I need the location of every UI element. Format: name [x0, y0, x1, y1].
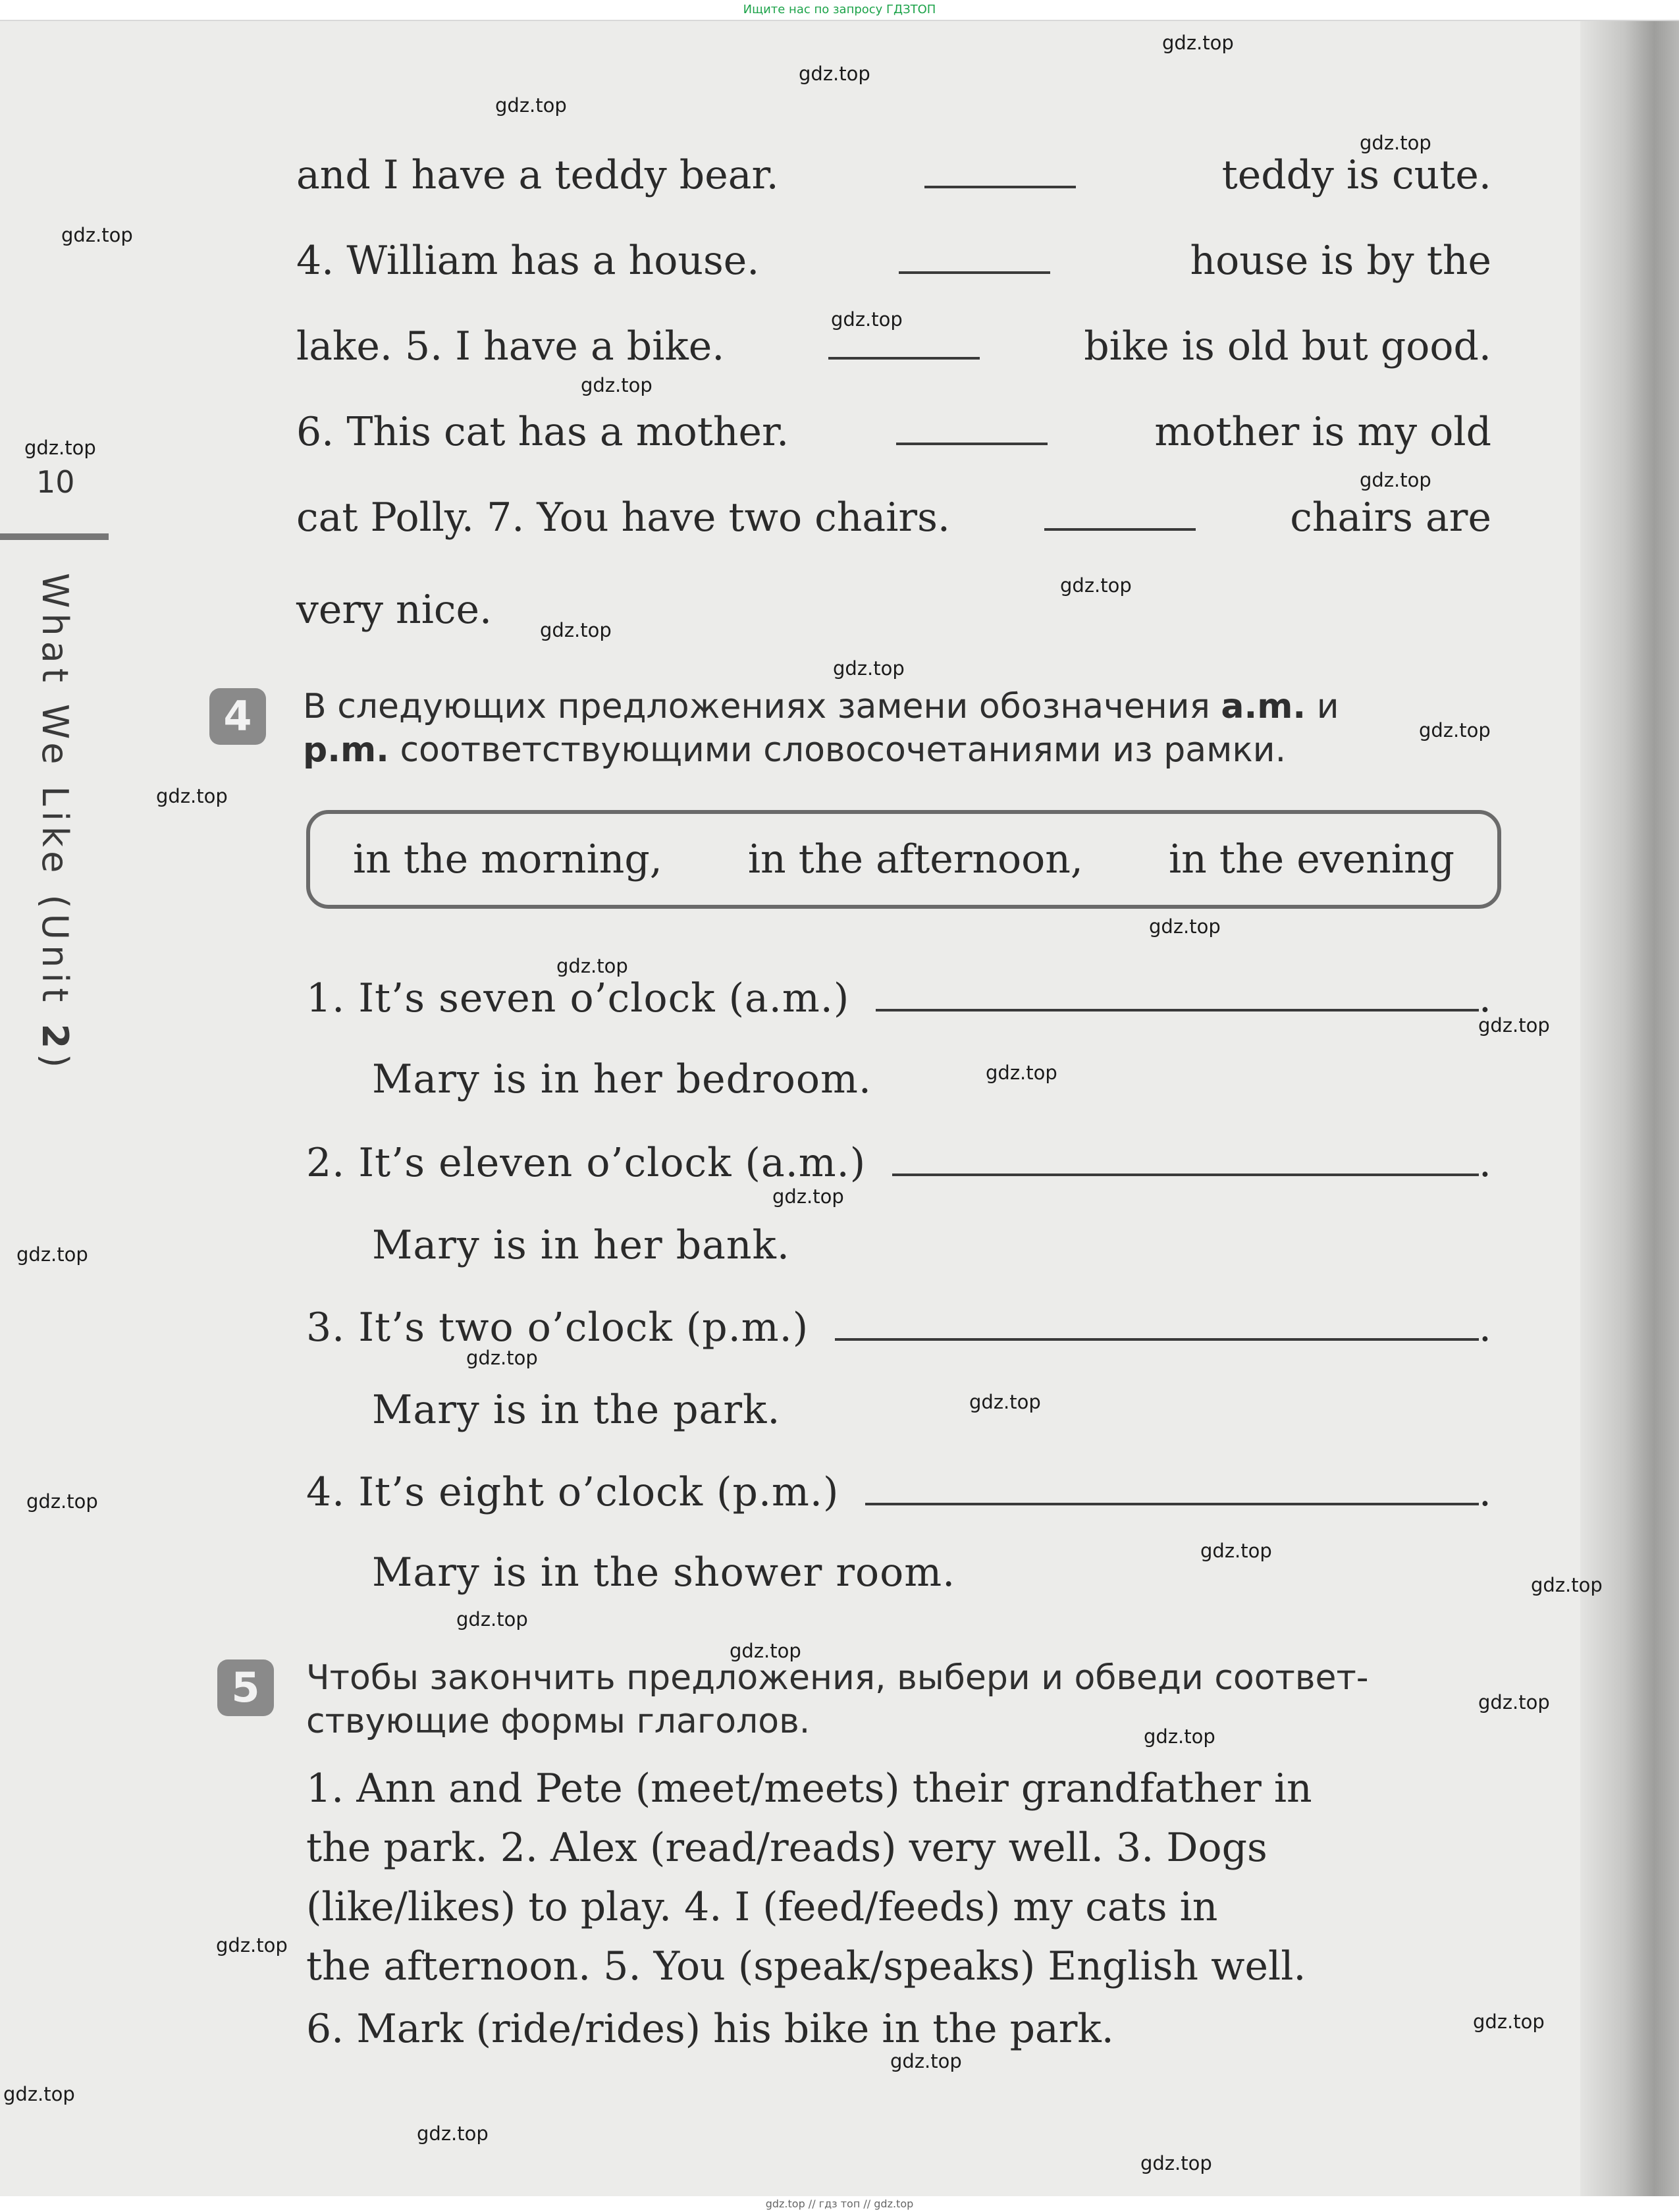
ex5-instruction-line: Чтобы закончить предложения, выбери и обведи соответ-: [306, 1658, 1369, 1698]
ex4-question: 3. It’s two o’clock (p.m.): [306, 1305, 809, 1351]
ex5-line: 1. Ann and Pete (meet/meets) their grandfather in: [306, 1766, 1312, 1812]
ex3-line-text: very nice.: [296, 587, 493, 633]
ex3-line-text: chairs are: [1290, 495, 1491, 541]
word-box-item: in the afternoon,: [747, 836, 1083, 882]
watermark: gdz.top: [26, 1490, 98, 1513]
watermark: gdz.top: [833, 657, 905, 680]
ex4-answer-2: Mary is in her bank.: [372, 1222, 790, 1268]
ex3-line-text: 4. William has a house.: [296, 238, 760, 284]
word-box-item: in the evening: [1168, 836, 1454, 882]
watermark: gdz.top: [417, 2122, 489, 2145]
pm-term: p.m.: [303, 730, 389, 770]
ex4-answer-3: Mary is in the park.: [372, 1387, 781, 1433]
watermark: gdz.top: [1360, 132, 1431, 154]
watermark: gdz.top: [1144, 1725, 1215, 1748]
running-head-unit: 2: [34, 1023, 76, 1054]
ex5-line: the afternoon. 5. You (speak/speaks) English well.: [306, 1943, 1306, 1989]
answer-line[interactable]: [865, 1472, 1479, 1505]
watermark: gdz.top: [216, 1934, 288, 1956]
ex3-line-5: [296, 494, 1491, 541]
side-divider: [0, 533, 109, 540]
watermark: gdz.top: [969, 1391, 1041, 1413]
answer-blank[interactable]: [896, 412, 1048, 445]
watermark: gdz.top: [556, 955, 628, 977]
ex5-line: 6. Mark (ride/rides) his bike in the park.: [306, 2006, 1114, 2052]
word-box-item: in the morning,: [352, 836, 662, 882]
watermark: gdz.top: [495, 94, 567, 117]
ex3-line-1: [296, 151, 1491, 199]
end-dot: .: [1478, 1140, 1491, 1186]
watermark: gdz.top: [1060, 574, 1132, 597]
watermark: gdz.top: [456, 1608, 528, 1631]
answer-line[interactable]: [892, 1143, 1479, 1176]
answer-blank[interactable]: [828, 327, 980, 360]
ex4-instruction-text: В следующих предложениях замени обозначения: [303, 687, 1221, 726]
watermark: gdz.top: [1360, 469, 1431, 491]
watermark: gdz.top: [3, 2083, 75, 2105]
ex4-instruction-text-2: соответствующими словосочетаниями из рамки.: [388, 730, 1287, 770]
ex3-line-text: teddy is cute.: [1221, 152, 1491, 198]
end-dot: .: [1478, 1469, 1491, 1515]
watermark: gdz.top: [61, 224, 133, 246]
word-box: [306, 810, 1501, 909]
ex4-instruction-and: и: [1306, 687, 1339, 726]
ex5-instruction: [306, 1656, 1505, 1743]
ex3-line-text: lake. 5. I have a bike.: [296, 323, 725, 369]
watermark: gdz.top: [156, 785, 228, 807]
watermark: gdz.top: [581, 374, 653, 396]
ex4-question: 4. It’s eight o’clock (p.m.): [306, 1469, 840, 1515]
ex5-instruction-line: ствующие формы глаголов.: [306, 1702, 811, 1741]
ex4-question: 1. It’s seven o’clock (a.m.): [306, 975, 850, 1021]
running-head: [34, 573, 76, 1073]
answer-line[interactable]: [876, 979, 1479, 1012]
ex4-item-2: [306, 1139, 1491, 1187]
ex3-line-text: mother is my old: [1154, 409, 1491, 455]
watermark: gdz.top: [1200, 1540, 1272, 1562]
watermark: gdz.top: [890, 2050, 962, 2072]
answer-blank[interactable]: [899, 241, 1050, 274]
ex3-line-2: [296, 237, 1491, 284]
ex4-item-1: [306, 975, 1491, 1022]
watermark: gdz.top: [1419, 719, 1491, 742]
watermark: gdz.top: [772, 1185, 844, 1208]
answer-line[interactable]: [835, 1308, 1479, 1341]
end-dot: .: [1478, 1305, 1491, 1351]
task-number-badge: 4: [209, 688, 266, 745]
watermark: gdz.top: [1140, 2152, 1212, 2174]
ex3-line-text: and I have a teddy bear.: [296, 152, 779, 198]
watermark: gdz.top: [1531, 1574, 1603, 1596]
ex3-line-text: 6. This cat has a mother.: [296, 409, 789, 455]
watermark: gdz.top: [986, 1062, 1057, 1084]
ex4-answer-4: Mary is in the shower room.: [372, 1550, 956, 1596]
top-banner-text: Ищите нас по запросу ГДЗТОП: [743, 3, 936, 16]
watermark: gdz.top: [1473, 2010, 1545, 2033]
ex3-line-text: house is by the: [1190, 238, 1491, 284]
ex4-instruction: [303, 685, 1501, 772]
watermark: gdz.top: [831, 308, 903, 331]
bottom-banner[interactable]: [0, 2196, 1679, 2212]
ex5-line: (like/likes) to play. 4. I (feed/feeds) my cats in: [306, 1884, 1218, 1930]
answer-blank[interactable]: [1044, 498, 1196, 531]
page-gutter-shadow: [1580, 0, 1679, 2212]
ex3-line-4: [296, 408, 1491, 456]
watermark: gdz.top: [24, 437, 96, 459]
watermark: gdz.top: [540, 619, 612, 641]
watermark: gdz.top: [1478, 1691, 1550, 1713]
ex5-line: the park. 2. Alex (read/reads) very well. 3. Dogs: [306, 1825, 1267, 1871]
running-head-text: What We Like (Unit: [34, 573, 76, 1024]
am-term: a.m.: [1221, 687, 1306, 726]
watermark: gdz.top: [730, 1640, 801, 1662]
ex3-line-6: [296, 586, 1491, 634]
ex4-item-4: [306, 1469, 1491, 1516]
answer-blank[interactable]: [924, 155, 1076, 188]
bottom-banner-text: gdz.top // гдз топ // gdz.top: [765, 2198, 914, 2210]
watermark: gdz.top: [1162, 32, 1234, 54]
top-banner[interactable]: [0, 0, 1679, 21]
end-dot: .: [1478, 975, 1491, 1021]
task-number-badge: 5: [217, 1659, 274, 1716]
watermark: gdz.top: [1149, 915, 1221, 938]
ex3-line-text: cat Polly. 7. You have two chairs.: [296, 495, 950, 541]
ex3-line-text: bike is old but good.: [1084, 323, 1491, 369]
watermark: gdz.top: [466, 1347, 538, 1369]
running-head-close: ): [34, 1054, 76, 1073]
page-number: 10: [36, 464, 75, 500]
ex4-question: 2. It’s eleven o’clock (a.m.): [306, 1140, 866, 1186]
watermark: gdz.top: [1478, 1014, 1550, 1037]
watermark: gdz.top: [799, 63, 870, 85]
ex4-item-3: [306, 1304, 1491, 1351]
watermark: gdz.top: [16, 1243, 88, 1266]
ex4-answer-1: Mary is in her bedroom.: [372, 1056, 872, 1102]
